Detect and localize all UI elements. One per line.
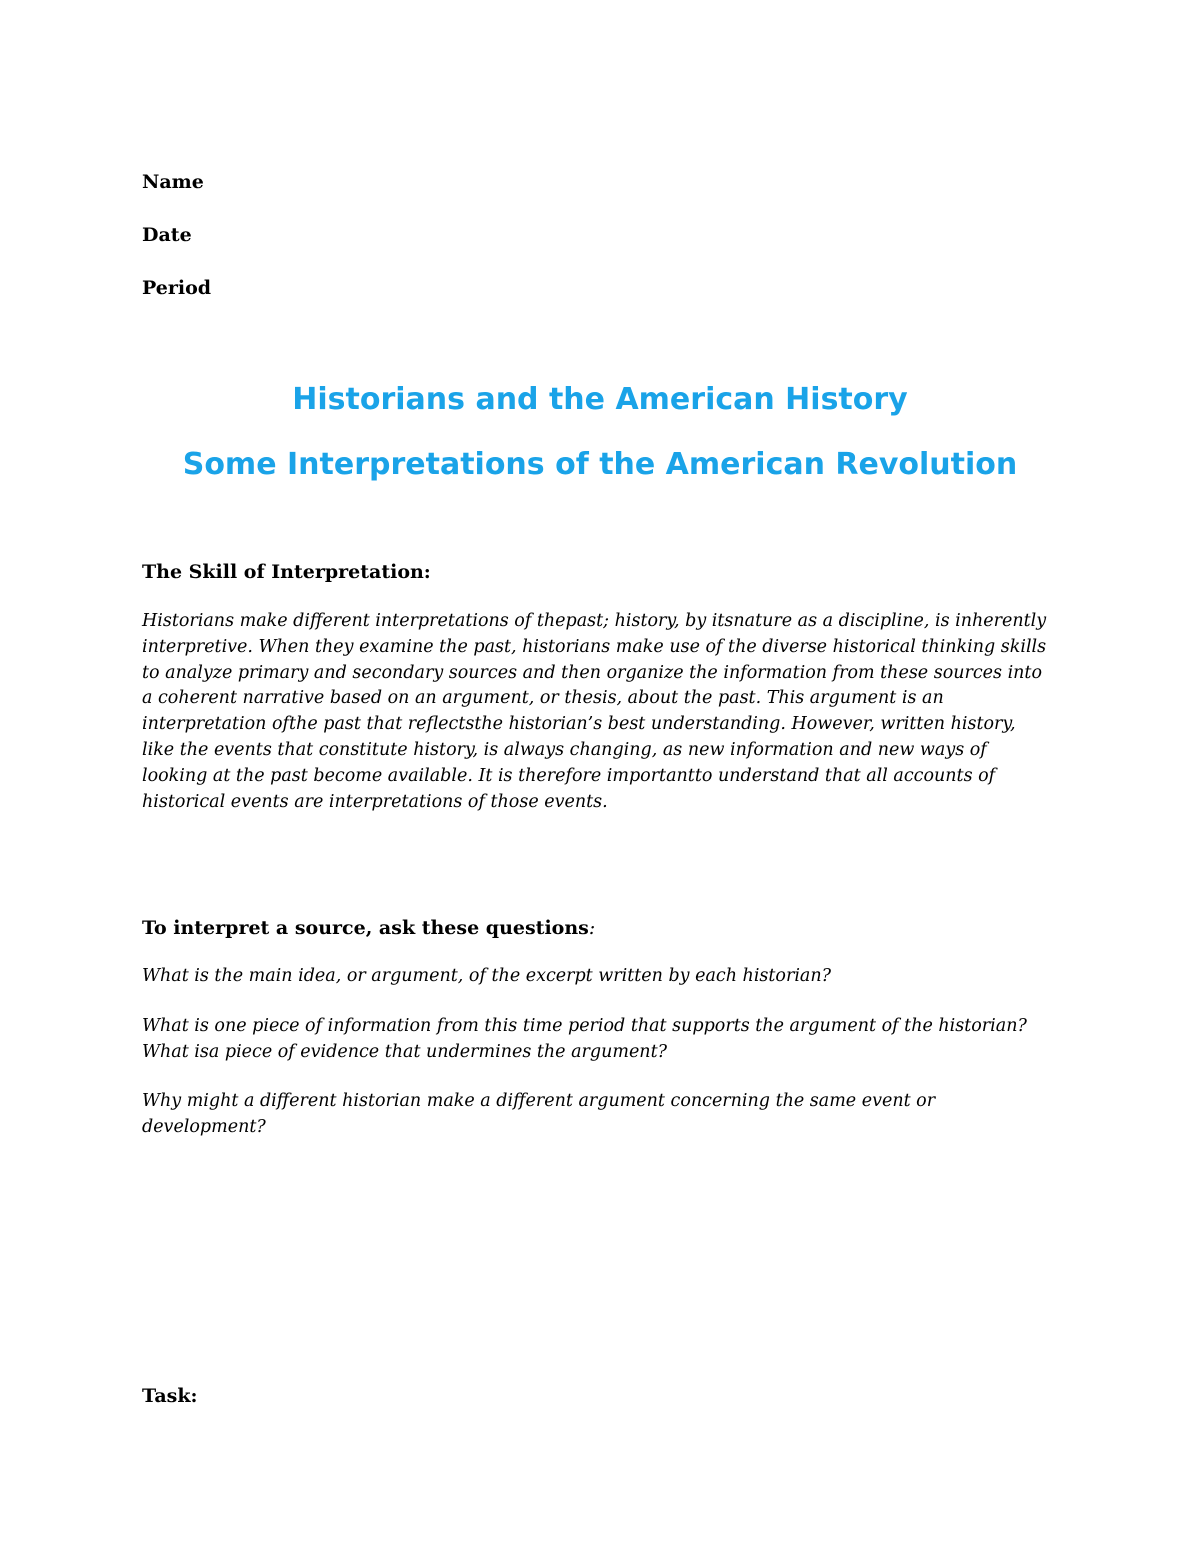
document-title: Historians and the American History xyxy=(292,382,908,417)
document-subtitle: Some Interpretations of the American Revolution xyxy=(182,447,1018,482)
questions-heading-colon: : xyxy=(588,917,596,939)
questions-heading-text: To interpret a source, ask these questions xyxy=(142,917,589,939)
skill-section-heading: The Skill of Interpretation: xyxy=(142,561,431,583)
date-label: Date xyxy=(142,224,192,246)
questions-section-heading xyxy=(142,916,595,940)
question-item: Why might a different historian make a different argument concerning the same event or development? xyxy=(142,1091,936,1137)
question-item: What is one piece of information from this time period that supports the argument of the historian? What isa piece of evidence that undermines the argument? xyxy=(142,1016,1027,1062)
question-item: What is the main idea, or argument, of the excerpt written by each historian? xyxy=(142,966,832,986)
task-section-heading: Task: xyxy=(142,1385,198,1407)
name-label: Name xyxy=(142,171,204,193)
period-label: Period xyxy=(142,277,212,299)
skill-section-paragraph: Historians make different interpretations of thepast; history, by itsnature as a discipline, is inherently interpretive. When they examine the past, historians make use of the diverse historical thinking skills to analyze primary and secondary sources and then organize the information from these sources into a coherent narrative based on an argument, or thesis, about the past. This argument is an interpretation ofthe past that reflectsthe historian’s best understanding. However, written history, like the events that constitute history, is always changing, as new information and new ways of looking at the past become available. It is therefore importantto understand that all accounts of historical events are interpretations of those events. xyxy=(142,611,1047,812)
